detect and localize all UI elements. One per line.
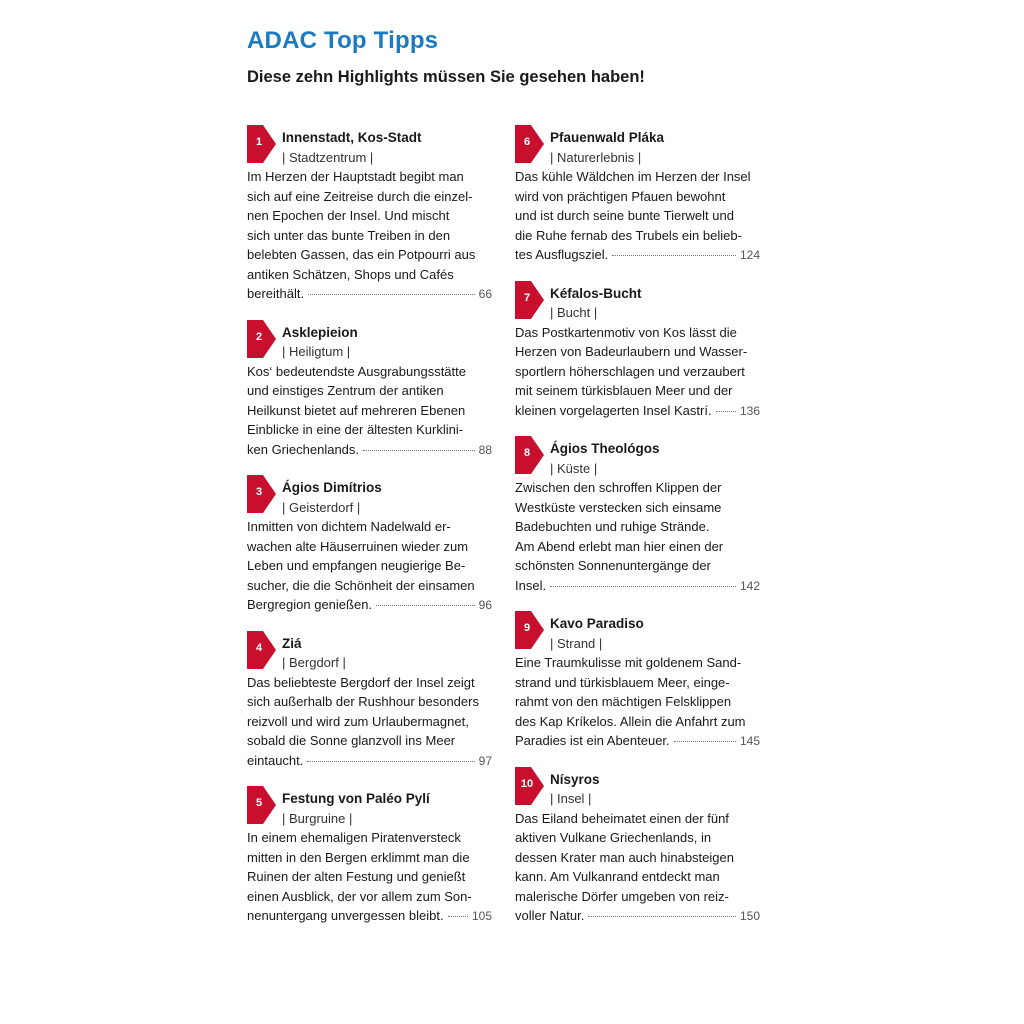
description-line: malerische Dörfer umgeben von reiz- bbox=[515, 888, 729, 904]
description-line: Badebuchten und ruhige Strände. bbox=[515, 519, 710, 534]
description-line: reizvoll und wird zum Urlaubermagnet, bbox=[247, 713, 469, 729]
description-line: Insel. bbox=[515, 577, 547, 593]
description-line: schönsten Sonnenuntergänge der bbox=[515, 558, 711, 573]
page-number: 97 bbox=[478, 753, 492, 768]
description-last-line bbox=[247, 751, 492, 771]
description-line: Das beliebteste Bergdorf der Insel zeigt bbox=[247, 674, 475, 690]
description-line: eintaucht. bbox=[247, 752, 304, 768]
page-subtitle: Diese zehn Highlights müssen Sie gesehen haben! bbox=[247, 68, 645, 86]
badge-number: 7 bbox=[523, 291, 531, 304]
description-line: Zwischen den schroffen Klippen der bbox=[515, 480, 722, 495]
description-line: belebten Gassen, das ein Potpourri aus bbox=[247, 247, 476, 262]
description-line: strand und türkisblauem Meer, einge- bbox=[515, 674, 730, 690]
highlight-entry bbox=[515, 614, 760, 751]
description-line: sich unter das bunte Treiben in den bbox=[247, 227, 451, 243]
highlight-entry bbox=[515, 128, 760, 265]
page-number: 142 bbox=[739, 578, 760, 593]
dot-leader bbox=[550, 586, 736, 587]
description-line: Das kühle Wäldchen im Herzen der Insel bbox=[515, 169, 751, 184]
number-badge bbox=[515, 436, 544, 474]
highlight-entry bbox=[515, 439, 760, 595]
description-line: einen Ausblick, der vor allem zum Son- bbox=[247, 888, 472, 904]
description-line: mit seinem türkisblauen Meer und der bbox=[515, 383, 733, 398]
highlight-name: Pfauenwald Pláka bbox=[550, 130, 665, 145]
highlight-category: | Strand | bbox=[550, 635, 603, 651]
highlight-name: Nísyros bbox=[550, 771, 600, 787]
highlight-name: Kéfalos-Bucht bbox=[550, 285, 642, 301]
badge-number: 3 bbox=[255, 486, 263, 498]
description-line: die Ruhe fernab des Trubels ein belieb- bbox=[515, 227, 742, 243]
number-badge bbox=[247, 631, 276, 669]
description-last-line bbox=[247, 284, 492, 304]
description-line: Paradies ist ein Abenteuer. bbox=[515, 733, 670, 748]
highlight-name: Kavo Paradiso bbox=[550, 616, 644, 631]
highlight-name: Ágios Theológos bbox=[550, 441, 660, 456]
badge-number: 8 bbox=[523, 447, 531, 459]
description-line: kleinen vorgelagerten Insel Kastrí. bbox=[515, 402, 712, 418]
highlight-category: | Geisterdorf | bbox=[282, 499, 361, 515]
highlight-entry bbox=[515, 284, 760, 421]
description-line: Am Abend erlebt man hier einen der bbox=[515, 538, 724, 554]
highlight-entry bbox=[515, 770, 760, 926]
description-last-line bbox=[515, 245, 760, 265]
description-line: dessen Krater man auch hinabsteigen bbox=[515, 849, 734, 865]
description-line: aktiven Vulkane Griechenlands, in bbox=[515, 830, 712, 845]
description-line: des Kap Kríkelos. Allein die Anfahrt zum bbox=[515, 713, 746, 729]
highlight-entry bbox=[247, 323, 492, 460]
dot-leader bbox=[308, 294, 475, 295]
highlight-name: Innenstadt, Kos-Stadt bbox=[282, 130, 422, 145]
dot-leader bbox=[588, 916, 736, 917]
highlight-category: | Burgruine | bbox=[282, 810, 353, 826]
highlight-name: Asklepieion bbox=[282, 324, 358, 340]
description-line: Das Eiland beheimatet einen der fünf bbox=[515, 810, 729, 826]
description-line: Bergregion genießen. bbox=[247, 597, 373, 612]
highlight-category: | Bucht | bbox=[550, 305, 598, 320]
highlight-entry bbox=[247, 789, 492, 926]
dot-leader bbox=[612, 255, 736, 256]
description-line: wird von prächtigen Pfauen bewohnt bbox=[515, 188, 726, 204]
dot-leader bbox=[363, 450, 475, 451]
badge-number: 6 bbox=[523, 136, 531, 148]
page-title: ADAC Top Tipps bbox=[247, 27, 439, 54]
page-number: 150 bbox=[739, 909, 760, 923]
badge-number: 5 bbox=[255, 797, 263, 809]
description-line: Leben und empfangen neugierige Be- bbox=[247, 558, 466, 573]
description-line: Einblicke in eine der ältesten Kurklini- bbox=[247, 422, 464, 437]
number-badge bbox=[247, 475, 276, 513]
page-number: 136 bbox=[739, 403, 760, 418]
number-badge bbox=[515, 281, 544, 319]
dot-leader bbox=[674, 741, 736, 742]
highlight-category: | Bergdorf | bbox=[282, 655, 346, 670]
description-line: Das Postkartenmotiv von Kos lässt die bbox=[515, 324, 737, 340]
description-line: Inmitten von dichtem Nadelwald er- bbox=[247, 519, 451, 534]
description-line: tes Ausflugsziel. bbox=[515, 247, 609, 262]
highlight-entry bbox=[247, 128, 492, 304]
description-line: sich außerhalb der Rushhour besonders bbox=[247, 694, 479, 709]
highlight-category: | Insel | bbox=[550, 791, 592, 806]
highlight-entry bbox=[247, 478, 492, 615]
highlight-entry bbox=[247, 634, 492, 771]
left-column bbox=[247, 128, 492, 945]
description-last-line bbox=[247, 440, 492, 460]
description-line: und einstiges Zentrum der antiken bbox=[247, 383, 444, 398]
page-number: 66 bbox=[478, 287, 492, 301]
badge-number: 9 bbox=[523, 622, 531, 634]
description-line: Westküste verstecken sich einsame bbox=[515, 499, 722, 515]
badge-number: 1 bbox=[255, 136, 263, 148]
number-badge bbox=[247, 786, 276, 824]
description-line: antiken Schätzen, Shops und Cafés bbox=[247, 266, 454, 282]
description-line: In einem ehemaligen Piratenversteck bbox=[247, 830, 461, 845]
description-line: Im Herzen der Hauptstadt begibt man bbox=[247, 169, 464, 184]
description-line: nenuntergang unvergessen bleibt. bbox=[247, 908, 444, 923]
highlight-category: | Heiligtum | bbox=[282, 344, 351, 359]
dot-leader bbox=[376, 605, 475, 606]
description-line: und ist durch seine bunte Tierwelt und bbox=[515, 208, 734, 223]
description-line: sportlern höherschlagen und verzaubert bbox=[515, 363, 745, 379]
description-line: nen Epochen der Insel. Und mischt bbox=[247, 208, 450, 223]
description-line: ken Griechenlands. bbox=[247, 441, 360, 457]
right-column bbox=[515, 128, 760, 945]
description-line: Herzen von Badeurlaubern und Wasser- bbox=[515, 344, 748, 359]
description-last-line bbox=[515, 576, 760, 596]
badge-number: 2 bbox=[255, 330, 263, 343]
highlight-name: Festung von Paléo Pylí bbox=[282, 791, 430, 806]
page-number: 96 bbox=[478, 598, 492, 612]
description-last-line bbox=[247, 595, 492, 615]
highlight-name: Ziá bbox=[282, 635, 302, 651]
description-line: bereithält. bbox=[247, 286, 305, 301]
number-badge bbox=[515, 125, 544, 163]
dot-leader bbox=[716, 411, 736, 412]
description-line: sich auf eine Zeitreise durch die einzel- bbox=[247, 188, 473, 204]
description-last-line bbox=[515, 731, 760, 751]
dot-leader bbox=[448, 916, 468, 917]
description-last-line bbox=[515, 906, 760, 926]
description-line: voller Natur. bbox=[515, 908, 585, 923]
page-number: 145 bbox=[739, 734, 760, 748]
highlight-category: | Küste | bbox=[550, 460, 598, 476]
description-line: wachen alte Häuserruinen wieder zum bbox=[247, 538, 469, 554]
highlight-category: | Stadtzentrum | bbox=[282, 149, 374, 165]
page-number: 88 bbox=[478, 442, 492, 457]
highlight-category: | Naturerlebnis | bbox=[550, 149, 642, 165]
number-badge bbox=[515, 611, 544, 649]
description-line: Heilkunst bietet auf mehreren Ebenen bbox=[247, 402, 466, 418]
number-badge bbox=[247, 320, 276, 358]
description-line: kann. Am Vulkanrand entdeckt man bbox=[515, 869, 720, 884]
number-badge bbox=[247, 125, 276, 163]
highlight-name: Ágios Dimítrios bbox=[282, 480, 382, 495]
description-line: Eine Traumkulisse mit goldenem Sand- bbox=[515, 655, 742, 670]
number-badge bbox=[515, 767, 544, 805]
page-number: 124 bbox=[739, 248, 760, 262]
dot-leader bbox=[307, 761, 474, 762]
description-line: mitten in den Bergen erklimmt man die bbox=[247, 849, 470, 865]
description-line: Ruinen der alten Festung und genießt bbox=[247, 869, 466, 884]
page-number: 105 bbox=[471, 909, 492, 923]
description-line: rahmt von den mächtigen Felsklippen bbox=[515, 694, 732, 709]
description-line: sucher, die die Schönheit der einsamen bbox=[247, 577, 475, 593]
description-line: Kos‘ bedeutendste Ausgrabungsstätte bbox=[247, 363, 466, 379]
badge-number: 10 bbox=[520, 777, 534, 790]
description-last-line bbox=[515, 401, 760, 421]
description-line: sobald die Sonne glanzvoll ins Meer bbox=[247, 733, 456, 748]
badge-number: 4 bbox=[255, 641, 263, 654]
description-last-line bbox=[247, 906, 492, 926]
